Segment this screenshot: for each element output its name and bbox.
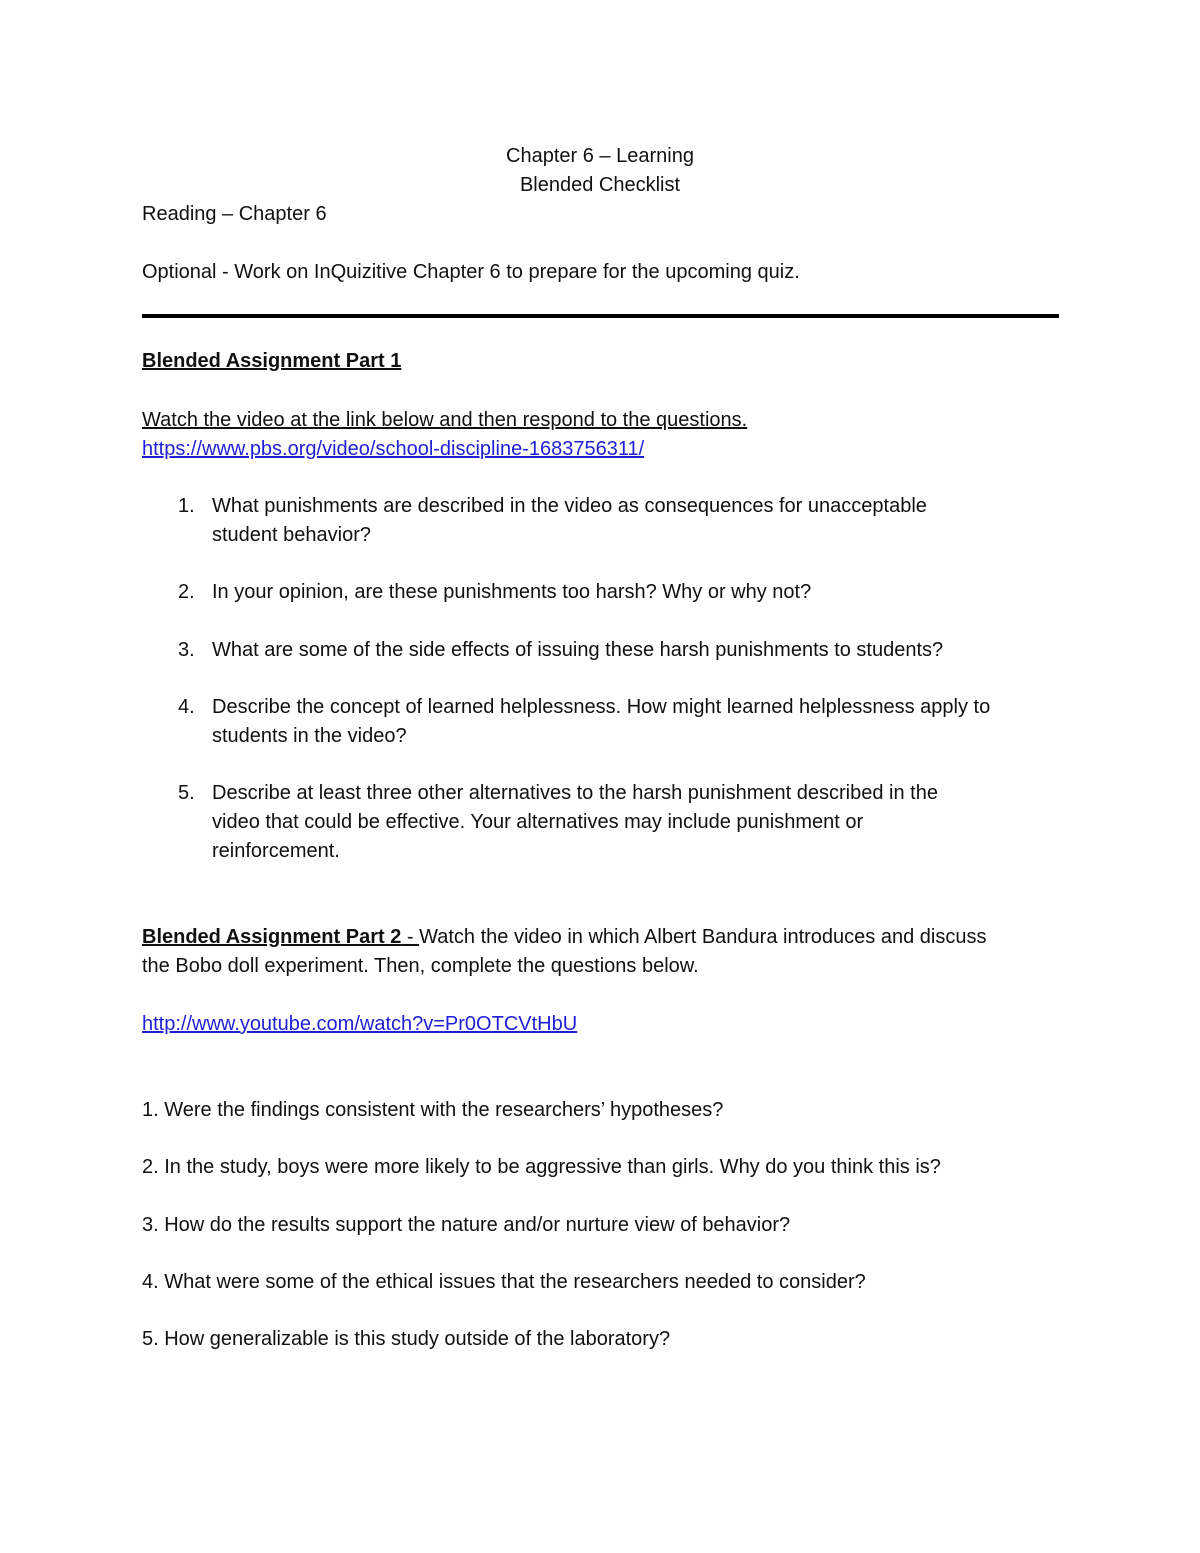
part1-instruction: Watch the video at the link below and then respond to the questions. xyxy=(142,409,748,431)
part2-q5: 5. How generalizable is this study outside of the laboratory? xyxy=(142,1328,671,1350)
part2-intro-line1: Watch the video in which Albert Bandura introduces and discuss xyxy=(419,926,987,948)
part1-q5-line2: video that could be effective. Your alternatives may include punishment or xyxy=(212,811,864,833)
optional-line: Optional - Work on InQuizitive Chapter 6 to prepare for the upcoming quiz. xyxy=(142,261,800,283)
youtube-video-link[interactable]: http://www.youtube.com/watch?v=Pr0OTCVtHbU xyxy=(142,1013,578,1035)
part1-q1-line1: What punishments are described in the video as consequences for unacceptable xyxy=(212,495,927,517)
page-title: Chapter 6 – Learning xyxy=(506,145,694,167)
part1-q5-number: 5. xyxy=(178,782,195,804)
part1-q4-line1: Describe the concept of learned helplessness. How might learned helplessness apply to xyxy=(212,696,991,718)
part2-heading: Blended Assignment Part 2 xyxy=(142,926,402,948)
part2-q1: 1. Were the findings consistent with the researchers’ hypotheses? xyxy=(142,1099,724,1121)
horizontal-divider xyxy=(142,314,1059,318)
page-subtitle: Blended Checklist xyxy=(519,174,681,196)
part1-q3-line1: What are some of the side effects of issuing these harsh punishments to students? xyxy=(212,639,944,661)
reading-line: Reading – Chapter 6 xyxy=(142,203,327,225)
part2-q3: 3. How do the results support the nature and/or nurture view of behavior? xyxy=(142,1214,791,1236)
pbs-video-link[interactable]: https://www.pbs.org/video/school-discipline-1683756311/ xyxy=(142,438,645,460)
part1-q2-number: 2. xyxy=(178,581,195,603)
part1-q1-number: 1. xyxy=(178,495,195,517)
part1-q5-line3: reinforcement. xyxy=(212,840,340,862)
part1-q3-number: 3. xyxy=(178,639,195,661)
part1-q1-line2: student behavior? xyxy=(212,524,372,546)
part2-q2: 2. In the study, boys were more likely to be aggressive than girls. Why do you think this is? xyxy=(142,1156,941,1178)
part1-q2-line1: In your opinion, are these punishments too harsh? Why or why not? xyxy=(212,581,812,603)
part1-heading: Blended Assignment Part 1 xyxy=(142,350,402,372)
part1-q5-line1: Describe at least three other alternatives to the harsh punishment described in the xyxy=(212,782,938,804)
part2-heading-line xyxy=(142,923,986,952)
part1-q4-number: 4. xyxy=(178,696,195,718)
part2-heading-dash: - xyxy=(401,926,420,948)
part2-intro-line2: the Bobo doll experiment. Then, complete the questions below. xyxy=(142,955,699,977)
part1-q4-line2: students in the video? xyxy=(212,725,407,747)
part2-q4: 4. What were some of the ethical issues that the researchers needed to consider? xyxy=(142,1271,866,1293)
